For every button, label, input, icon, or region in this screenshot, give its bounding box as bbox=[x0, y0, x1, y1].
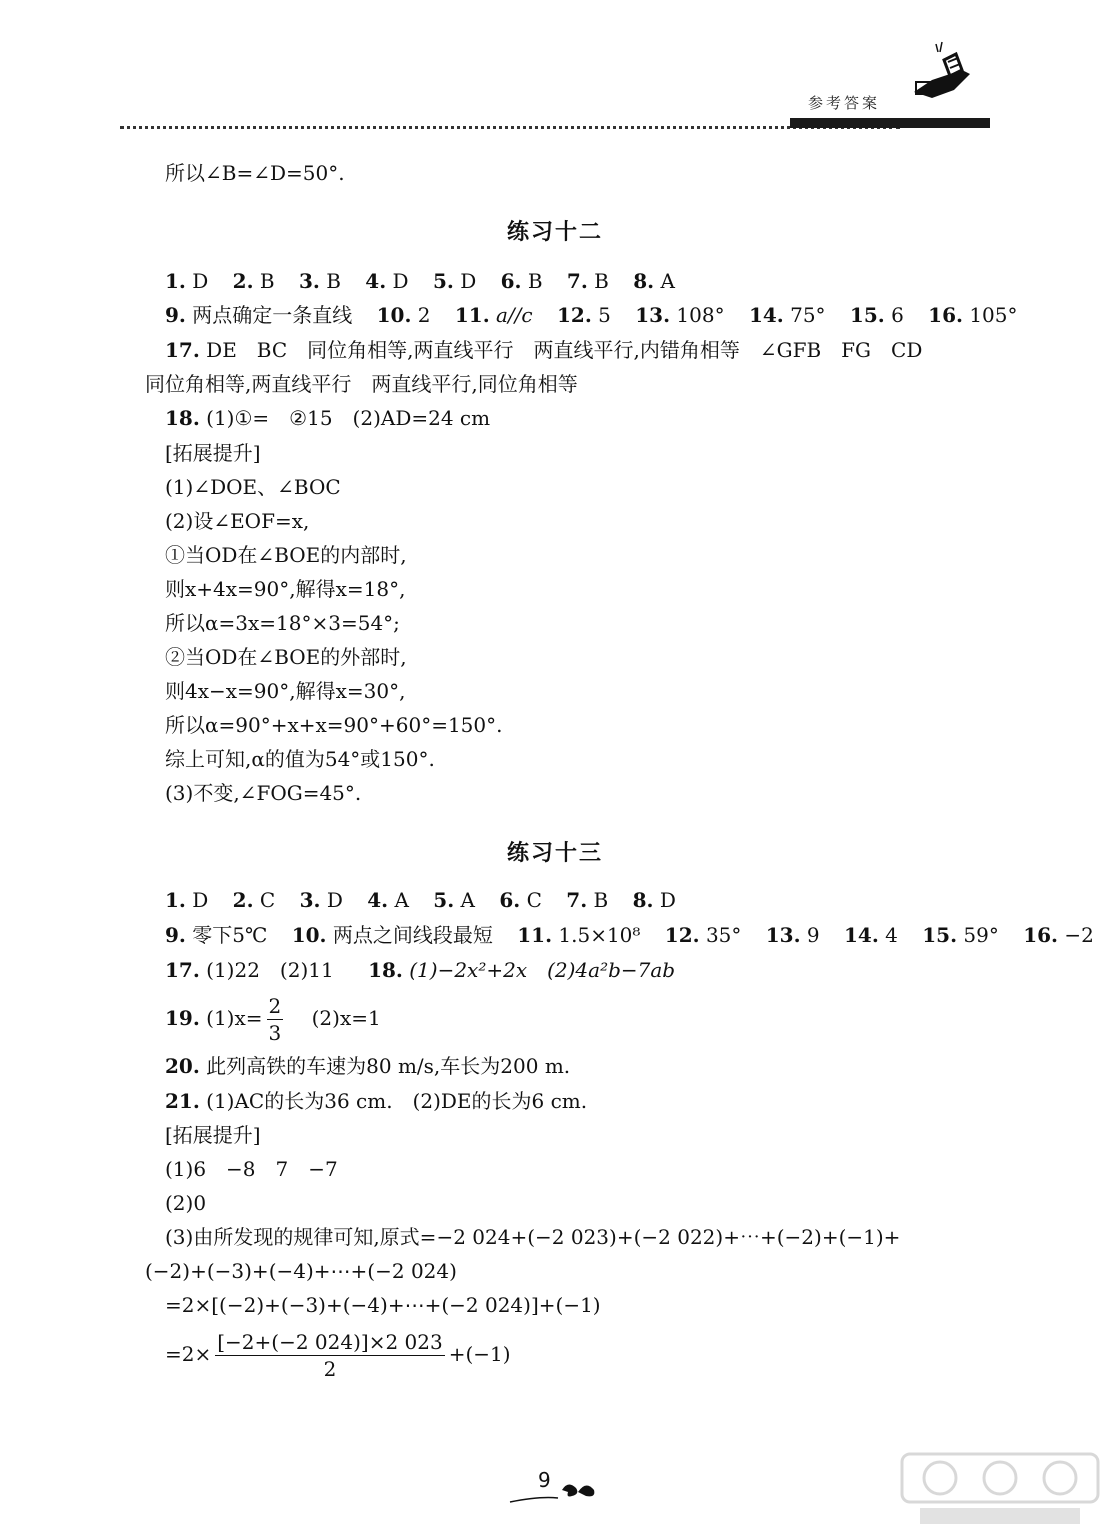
q-num: 6. bbox=[500, 269, 522, 293]
answer: D bbox=[460, 269, 477, 293]
fraction bbox=[215, 1329, 444, 1382]
ex13-ext-fraction-line bbox=[165, 1326, 511, 1382]
book-ship-icon bbox=[892, 40, 982, 120]
ex12-ext-line: (1)∠DOE、∠BOC bbox=[165, 475, 341, 499]
q-num: 4. bbox=[367, 888, 389, 912]
q-num: 11. bbox=[454, 303, 490, 327]
ex12-ext-line: (2)设∠EOF=x, bbox=[165, 509, 310, 533]
header-dotted-rule bbox=[120, 126, 900, 129]
ex13-q20 bbox=[165, 1053, 570, 1079]
ex12-q17-line2: 同位角相等,两直线平行 两直线平行,同位角相等 bbox=[145, 372, 578, 396]
answer: (1)x= bbox=[206, 1006, 263, 1030]
intro-line: 所以∠B=∠D=50°. bbox=[165, 161, 345, 185]
q-num: 11. bbox=[517, 923, 553, 947]
ex13-ext-line: =2×[(−2)+(−3)+(−4)+⋯+(−2 024)]+(−1) bbox=[165, 1293, 601, 1317]
answer: 75° bbox=[790, 303, 826, 327]
swirl-ornament-icon bbox=[500, 1468, 610, 1508]
ex13-ext-title: [拓展提升] bbox=[165, 1123, 261, 1147]
q-num: 9. bbox=[165, 923, 186, 947]
answer: B bbox=[326, 269, 341, 293]
answer: (1)AC的长为36 cm. (2)DE的长为6 cm. bbox=[206, 1089, 588, 1113]
q-num: 12. bbox=[664, 923, 700, 947]
q-num: 10. bbox=[291, 923, 327, 947]
ex13-ext-line: (1)6 −8 7 −7 bbox=[165, 1157, 338, 1181]
ex12-ext-title: [拓展提升] bbox=[165, 441, 261, 465]
q-num: 1. bbox=[165, 888, 186, 912]
answer: A bbox=[660, 269, 675, 293]
ex12-ext-line: (3)不变,∠FOG=45°. bbox=[165, 781, 362, 805]
answer: (1)22 (2)11 bbox=[206, 958, 334, 982]
q-num: 14. bbox=[748, 303, 784, 327]
q-num: 21. bbox=[165, 1089, 200, 1113]
q-num: 20. bbox=[165, 1054, 200, 1078]
answer: 6 bbox=[891, 303, 904, 327]
answer: 1.5×10⁸ bbox=[558, 923, 641, 947]
page-number bbox=[500, 1468, 610, 1508]
answer: A bbox=[460, 888, 475, 912]
watermark-logo-icon bbox=[900, 1450, 1100, 1530]
ex12-q18 bbox=[165, 405, 490, 431]
q-num: 5. bbox=[432, 269, 454, 293]
q-num: 8. bbox=[632, 888, 654, 912]
q-num: 10. bbox=[376, 303, 412, 327]
q-num: 12. bbox=[556, 303, 592, 327]
answer: (1)−2x²+2x (2)4a²b−7ab bbox=[409, 958, 676, 982]
q-num: 19. bbox=[165, 1006, 200, 1030]
ex13-fill-row bbox=[165, 922, 1094, 948]
ex12-mc-row bbox=[165, 268, 675, 294]
answer: B bbox=[259, 269, 275, 293]
answer: B bbox=[527, 269, 543, 293]
page-header bbox=[120, 40, 990, 140]
q-num: 18. bbox=[165, 406, 200, 430]
q-num: 13. bbox=[765, 923, 801, 947]
ex13-q17-q18 bbox=[165, 957, 675, 983]
section-title-12: 练习十二 bbox=[506, 220, 603, 245]
ex12-q17-line1 bbox=[165, 337, 922, 363]
q-num: 7. bbox=[566, 888, 588, 912]
q-num: 18. bbox=[368, 958, 403, 982]
ex12-ext-line: ②当OD在∠BOE的外部时, bbox=[165, 645, 407, 669]
ex13-q21 bbox=[165, 1088, 587, 1114]
answer: 4 bbox=[885, 923, 898, 947]
q-num: 3. bbox=[299, 888, 321, 912]
section-title-13: 练习十三 bbox=[506, 841, 603, 866]
ex12-ext-line: 则4x−x=90°,解得x=30°, bbox=[165, 679, 406, 703]
q-num: 16. bbox=[928, 303, 963, 327]
q-num: 8. bbox=[633, 269, 655, 293]
ex12-ext-line: 所以α=90°+x+x=90°+60°=150°. bbox=[165, 713, 503, 737]
q-num: 7. bbox=[566, 269, 588, 293]
q-num: 1. bbox=[165, 269, 186, 293]
q-num: 4. bbox=[365, 269, 387, 293]
header-title: 参考答案 bbox=[807, 94, 880, 112]
answer: 108° bbox=[676, 303, 725, 327]
answer: a//c bbox=[496, 303, 533, 327]
answer: 两点之间线段最短 bbox=[332, 923, 493, 947]
page-number-text: 9 bbox=[538, 1468, 551, 1492]
answer: (2)x=1 bbox=[311, 1006, 381, 1030]
fraction-numerator: [−2+(−2 024)]×2 023 bbox=[217, 1330, 443, 1354]
answer: B bbox=[593, 888, 609, 912]
q-num: 5. bbox=[433, 888, 455, 912]
ex13-q19 bbox=[165, 990, 381, 1046]
answer: D bbox=[326, 888, 343, 912]
answer: D bbox=[192, 269, 209, 293]
ex13-mc-row bbox=[165, 887, 676, 913]
answer: 105° bbox=[969, 303, 1018, 327]
ex12-ext-line: 则x+4x=90°,解得x=18°, bbox=[165, 577, 406, 601]
answer: 此列高铁的车速为80 m/s,车长为200 m. bbox=[206, 1054, 571, 1078]
q-num: 16. bbox=[1023, 923, 1059, 947]
fraction-numerator: 2 bbox=[268, 994, 282, 1018]
ex13-ext-line: (3)由所发现的规律可知,原式=−2 024+(−2 023)+(−2 022)+⋯+(−2)+(−1)+ bbox=[165, 1225, 901, 1249]
answer: C bbox=[259, 888, 276, 912]
ex12-ext-line: ①当OD在∠BOE的内部时, bbox=[165, 543, 407, 567]
answer: DE BC 同位角相等,两直线平行 两直线平行,内错角相等 ∠GFB FG CD bbox=[206, 338, 923, 362]
ex12-ext-line: 综上可知,α的值为54°或150°. bbox=[165, 747, 435, 771]
answer: A bbox=[394, 888, 409, 912]
answer: 9 bbox=[806, 923, 820, 947]
q-num: 2. bbox=[232, 269, 254, 293]
answer: D bbox=[192, 888, 209, 912]
answer: D bbox=[392, 269, 409, 293]
q-num: 14. bbox=[844, 923, 879, 947]
ex12-fill-row bbox=[165, 302, 1018, 328]
answer: D bbox=[659, 888, 676, 912]
answer: =2× bbox=[165, 1342, 212, 1366]
answer: 35° bbox=[705, 923, 742, 947]
q-num: 13. bbox=[635, 303, 671, 327]
q-num: 3. bbox=[298, 269, 320, 293]
answer: 两点确定一条直线 bbox=[192, 303, 353, 327]
q-num: 17. bbox=[165, 338, 200, 362]
q-num: 9. bbox=[165, 303, 186, 327]
q-num: 15. bbox=[922, 923, 958, 947]
answer: 59° bbox=[963, 923, 999, 947]
q-num: 17. bbox=[165, 958, 200, 982]
ex13-ext-line: (2)0 bbox=[165, 1191, 207, 1215]
answer: −2 bbox=[1064, 923, 1094, 947]
q-num: 15. bbox=[849, 303, 885, 327]
answer: 2 bbox=[417, 303, 431, 327]
q-num: 6. bbox=[499, 888, 521, 912]
answer: B bbox=[594, 269, 609, 293]
answer: C bbox=[526, 888, 542, 912]
fraction-denominator: 3 bbox=[268, 1021, 282, 1045]
q-num: 2. bbox=[232, 888, 254, 912]
fraction bbox=[267, 993, 284, 1046]
answer: (1)①= ②15 (2)AD=24 cm bbox=[206, 406, 491, 430]
ex12-ext-line: 所以α=3x=18°×3=54°; bbox=[165, 611, 400, 635]
ex13-ext-line: (−2)+(−3)+(−4)+⋯+(−2 024) bbox=[145, 1259, 457, 1283]
answer: +(−1) bbox=[448, 1342, 511, 1366]
fraction-denominator: 2 bbox=[323, 1357, 337, 1381]
answer: 零下5℃ bbox=[192, 923, 268, 947]
answer: 5 bbox=[598, 303, 611, 327]
